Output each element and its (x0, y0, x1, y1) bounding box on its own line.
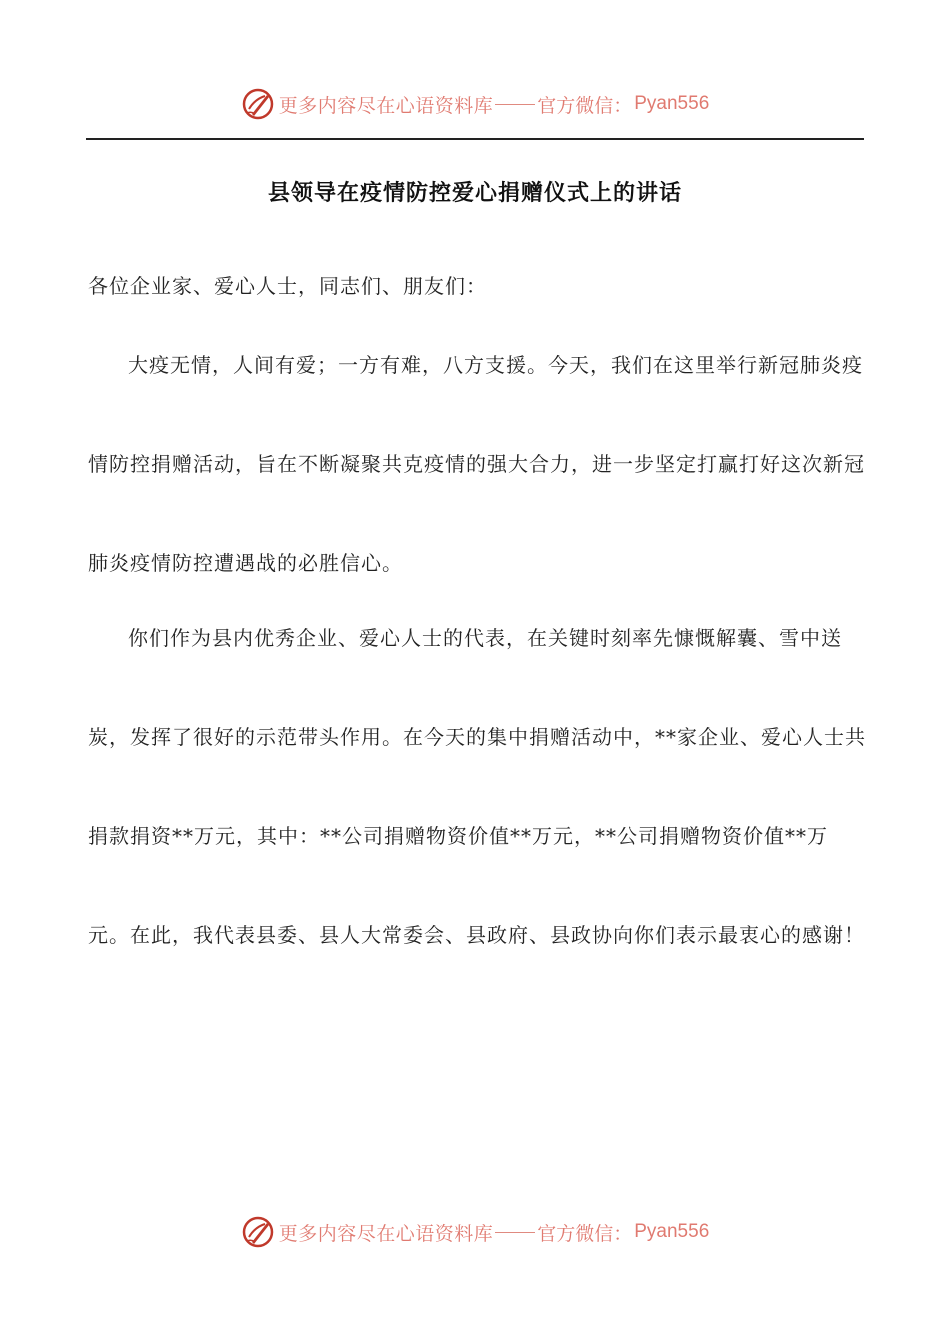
footer-banner (0, 1210, 950, 1254)
banner-slogan: 更多内容尽在心语资料库 (278, 1222, 494, 1245)
header-divider (86, 138, 864, 140)
banner-wechat-label: 官方微信： (537, 94, 633, 117)
document-body (88, 260, 868, 985)
banner-wechat-label: 官方微信： (537, 1222, 633, 1245)
pen-logo-icon (241, 1215, 275, 1249)
document-title: 县领导在疫情防控爱心捐赠仪式上的讲话 (267, 181, 682, 206)
banner-wechat-id: Pyan556 (634, 93, 710, 114)
banner-dash (495, 104, 535, 105)
banner-dash (495, 1232, 535, 1233)
banner-wechat-id: Pyan556 (634, 1221, 710, 1242)
salutation: 各位企业家、爱心人士，同志们、朋友们： (88, 274, 487, 298)
pen-logo-icon (241, 87, 275, 121)
header-banner (0, 82, 950, 126)
paragraph-2: 你们作为县内优秀企业、爱心人士的代表，在关键时刻率先慷慨解囊、雪中送炭，发挥了很好的示范带头作用。在今天的集中捐赠活动中，**家企业、爱心人士共捐款捐资**万元，其中：**公司捐赠物资价值**万元，**公司捐赠物资价值**万元。在此，我代表县委、县人大常委会、县政府、县政协向你们表示最衷心的感谢！ (88, 626, 866, 947)
banner-slogan: 更多内容尽在心语资料库 (278, 94, 494, 117)
paragraph-1: 大疫无情，人间有爱；一方有难，八方支援。今天，我们在这里举行新冠肺炎疫情防控捐赠活动，旨在不断凝聚共克疫情的强大合力，进一步坚定打赢打好这次新冠肺炎疫情防控遭遇战的必胜信心。 (88, 353, 865, 575)
